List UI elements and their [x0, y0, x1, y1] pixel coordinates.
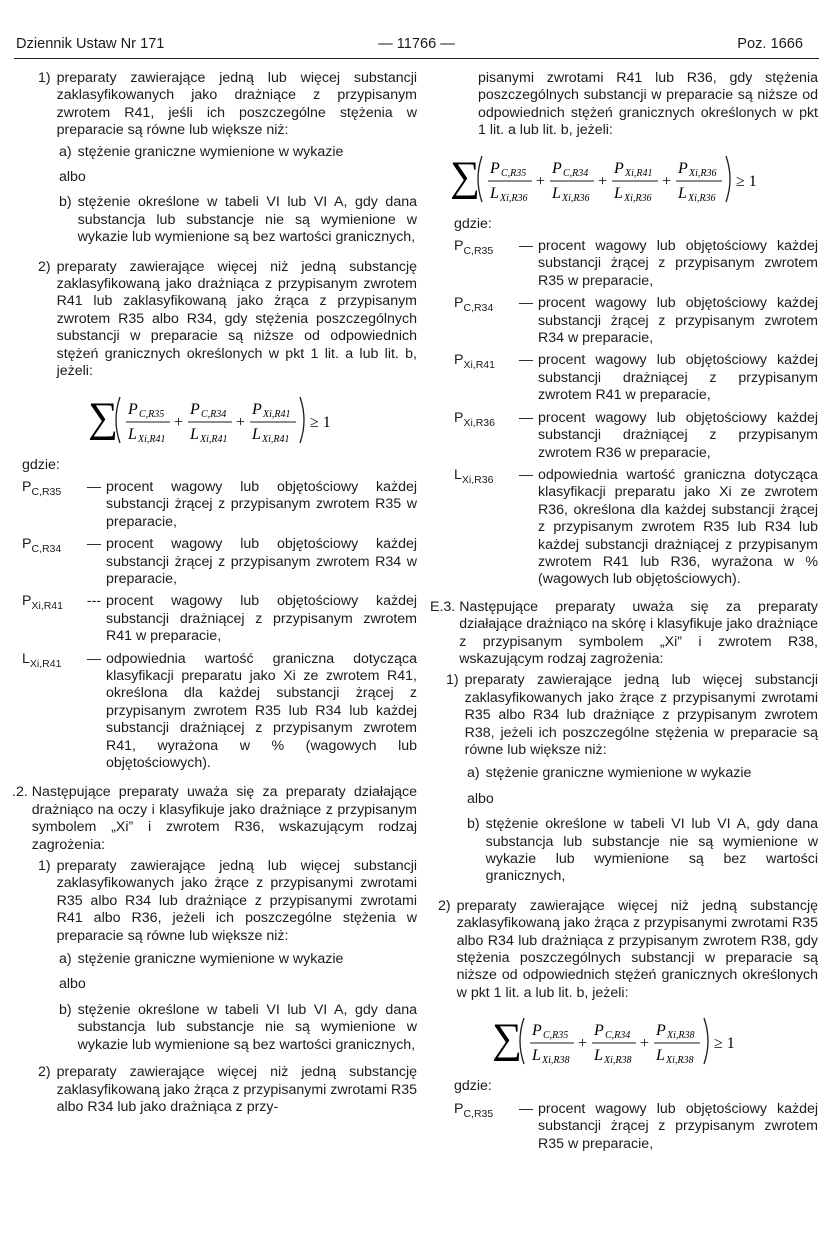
formula-r41: [22, 387, 417, 453]
definition-row: $L_{Xi,R41}$ — odpowiednia wartość graniczna dotycząca klasyfikacji preparatu jako Xi ze zwrotem R41, określona dla każdej substancji żrącej z przypisanym zwrotem R35 lub R34 lub każdej substancji drażniącej z przypisanym zwrotem R41, wyrażona w % (wagowych lub objętościowych).: [22, 650, 417, 771]
section-e2: .2. Następujące preparaty uważa się za preparaty działające drażniąco na oczy i klasyfikuje jako drażniące z przypisanym symbolem „Xi” i zwrotem R36, wskazującym rodzaj zagrożenia:: [12, 784, 417, 853]
header-rule: [14, 58, 819, 59]
svg-text:P: P: [594, 1022, 604, 1040]
formula-r38: [430, 1008, 818, 1074]
svg-text:+: +: [598, 172, 608, 190]
svg-text:Xi,R41: Xi,R41: [263, 408, 291, 420]
svg-text:Xi,R41: Xi,R41: [625, 167, 653, 179]
svg-text:L: L: [594, 1047, 603, 1065]
formula-r36: [430, 146, 818, 212]
svg-text:C,R35: C,R35: [139, 408, 165, 420]
svg-text:∑: ∑: [450, 153, 480, 200]
svg-text:P: P: [614, 159, 624, 177]
page-number: — 11766 —: [378, 36, 455, 52]
svg-text:Xi,R38: Xi,R38: [667, 1030, 695, 1042]
svg-text:+: +: [578, 1035, 588, 1053]
svg-text:P: P: [252, 400, 262, 418]
e2-albo: albo: [59, 976, 86, 993]
svg-text:+: +: [236, 413, 246, 431]
svg-text:Xi,R38: Xi,R38: [666, 1055, 694, 1067]
svg-text:+: +: [536, 172, 546, 190]
svg-text:Xi,R36: Xi,R36: [562, 192, 590, 204]
svg-text:L: L: [128, 425, 137, 443]
svg-text:Xi,R36: Xi,R36: [624, 192, 652, 204]
e3-item-1: 1) preparaty zawierające jedną lub więcej substancji zaklasyfikowanych jako żrące z przypisanymi zwrotami R35 albo R34 lub drażniące z przypisanym zwrotem R38, jeżeli ich poszczególne stężenia w preparacie są równe lub większe niż:: [446, 672, 818, 758]
e2-item-1a: a) stężenie graniczne wymienione w wykazie: [59, 951, 344, 968]
left-item-1: 1) preparaty zawierające jedną lub więcej substancji zaklasyfikowanych jako drażniące z przypisanym zwrotem R41, jeśli ich poszczególne stężenia w preparacie są równe lub większe niż:: [38, 70, 417, 139]
svg-text:C,R34: C,R34: [201, 408, 227, 420]
right-definitions: [454, 238, 818, 589]
left-item-2: 2) preparaty zawierające więcej niż jedną substancję zaklasyfikowaną jako drażniąca z przypisanym zwrotem R41 lub zaklasyfikowaną jako żrąca z przypisanym zwrotem R35 albo R34, gdy stężenia poszczególnych substancji w preparacie są niższe od odpowiednich stężeń granicznych określonych w pkt 1 lit. a lub lit. b, jeżeli:: [38, 258, 417, 380]
svg-text:Xi,R36: Xi,R36: [500, 192, 528, 204]
e2-item-2: 2) preparaty zawierające więcej niż jedną substancję zaklasyfikowaną jako żrąca z przypisanymi zwrotami R35 albo R34 lub jako drażniąca z przy-: [38, 1064, 417, 1115]
definition-row: $P_{C,R34}$ — procent wagowy lub objętościowy każdej substancji żrącej z przypisanym zwrotem R34 w preparacie,: [454, 295, 818, 347]
definition-row: $P_{Xi,R36}$ — procent wagowy lub objętościowy każdej substancji drażniącej z przypisanym zwrotem R36 w preparacie,: [454, 409, 818, 461]
e3-item-1b: b) stężenie określone w tabeli VI lub VI A, gdy dana substancja lub substancje nie są wymienione w wykazie lub wymienione są bez wartości granicznych,: [467, 816, 818, 885]
svg-text:≥ 1: ≥ 1: [736, 172, 757, 190]
svg-text:C,R34: C,R34: [563, 167, 589, 179]
definition-row: $P_{C,R35}$ — procent wagowy lub objętościowy każdej substancji żrącej z przypisanym zwrotem R35 w preparacie,: [454, 1100, 818, 1152]
svg-text:L: L: [656, 1047, 665, 1065]
svg-text:P: P: [490, 159, 500, 177]
definition-row: $P_{C,R35}$ — procent wagowy lub objętościowy każdej substancji żrącej z przypisanym zwrotem R35 w preparacie,: [454, 238, 818, 289]
svg-text:P: P: [190, 400, 200, 418]
definition-row: $P_{Xi,R41}$ --- procent wagowy lub objętościowy każdej substancji drażniącej z przypisanym zwrotem R41 w preparacie,: [22, 593, 417, 645]
svg-text:≥ 1: ≥ 1: [714, 1035, 735, 1053]
left-column: [12, 70, 417, 1116]
svg-text:Xi,R41: Xi,R41: [200, 433, 228, 445]
left-item-1b: b) stężenie określone w tabeli VI lub VI A, gdy dana substancja lub substancje nie są wymienione w wykazie lub wymienione są bez wartości granicznych,: [59, 194, 417, 246]
svg-text:L: L: [532, 1047, 541, 1065]
svg-text:P: P: [128, 400, 138, 418]
svg-text:C,R35: C,R35: [543, 1030, 569, 1042]
svg-text:C,R35: C,R35: [501, 167, 527, 179]
right-gdzie-2: gdzie:: [454, 1078, 492, 1095]
definition-row: $P_{C,R34}$ — procent wagowy lub objętościowy każdej substancji żrącej z przypisanym zwrotem R34 w preparacie,: [22, 536, 417, 587]
svg-text:Xi,R41: Xi,R41: [262, 433, 290, 445]
svg-text:L: L: [678, 184, 687, 202]
position-number: Poz. 1666: [737, 36, 803, 52]
left-definitions: [22, 479, 417, 773]
svg-text:+: +: [662, 172, 672, 190]
e3-item-1a: a) stężenie graniczne wymienione w wykazie: [467, 765, 752, 782]
svg-text:P: P: [552, 159, 562, 177]
svg-text:P: P: [532, 1022, 542, 1040]
right-definitions-2: [454, 1101, 818, 1153]
section-e3: E.3. Następujące preparaty uważa się za preparaty działające drażniąco na skórę i klasyfikuje jako drażniące z przypisanym symbolem „Xi” i zwrotem R38, wskazującym rodzaj zagrożenia:: [430, 598, 819, 667]
svg-text:L: L: [252, 425, 261, 443]
svg-text:P: P: [678, 159, 688, 177]
svg-text:∑: ∑: [88, 394, 118, 441]
e2-item-1: 1) preparaty zawierające jedną lub więcej substancji zaklasyfikowanych jako żrące z przypisanymi zwrotami R35 albo R34 lub drażniące z przypisanymi zwrotami R41 albo R36, jeżeli ich poszczególne stężenia w preparacie są równe lub większe niż:: [38, 858, 417, 944]
definition-row: $P_{C,R35}$ — procent wagowy lub objętościowy każdej substancji żrącej z przypisanym zwrotem R35 w preparacie,: [22, 478, 417, 530]
right-column: [430, 70, 818, 1153]
svg-text:∑: ∑: [492, 1016, 522, 1063]
left-item-1a: a) stężenie graniczne wymienione w wykazie: [59, 143, 344, 160]
left-item-1-albo: albo: [59, 169, 86, 186]
svg-text:L: L: [190, 425, 199, 443]
svg-text:L: L: [490, 184, 499, 202]
svg-text:Xi,R36: Xi,R36: [688, 192, 716, 204]
journal-title: Dziennik Ustaw Nr 171: [16, 36, 165, 52]
svg-text:C,R34: C,R34: [605, 1030, 631, 1042]
svg-text:+: +: [174, 413, 184, 431]
definition-row: $P_{Xi,R41}$ — procent wagowy lub objętościowy każdej substancji drażniącej z przypisanym zwrotem R41 w preparacie,: [454, 352, 818, 404]
left-gdzie: gdzie:: [22, 456, 60, 473]
svg-text:Xi,R41: Xi,R41: [138, 433, 166, 445]
right-gdzie: gdzie:: [454, 215, 492, 232]
definition-row: $L_{Xi,R36}$ — odpowiednia wartość graniczna dotycząca klasyfikacji preparatu jako Xi ze zwrotem R36, określona dla każdej substancji żrącej z przypisanym zwrotem R35 lub R34 lub każdej substancji drażniącej z przypisanym zwrotem R41 lub R36, wyrażona w % (wagowych lub objętościowych).: [454, 466, 818, 588]
svg-text:Xi,R38: Xi,R38: [604, 1055, 632, 1067]
right-continuation: pisanymi zwrotami R41 lub R36, gdy stężenia poszczególnych substancji w preparacie są niższe od odpowiednich stężeń granicznych określonych w pkt 1 lit. a lub lit. b, jeżeli:: [478, 70, 818, 139]
e3-item-2: 2) preparaty zawierające więcej niż jedną substancję zaklasyfikowaną jako żrąca z przypisanymi zwrotami R35 albo R34 lub drażniąca z przypisanym zwrotem R38, gdy stężenia poszczególnych substancji w preparacie są niższe od odpowiednich stężeń granicznych określonych w pkt 1 lit. a lub lit. b, jeżeli:: [438, 897, 818, 1001]
svg-text:Xi,R36: Xi,R36: [689, 167, 717, 179]
svg-text:P: P: [656, 1022, 666, 1040]
svg-text:Xi,R38: Xi,R38: [542, 1055, 570, 1067]
svg-text:L: L: [614, 184, 623, 202]
svg-text:+: +: [640, 1035, 650, 1053]
e2-item-1b: b) stężenie określone w tabeli VI lub VI A, gdy dana substancja lub substancje nie są wymienione w wykazie lub wymienione są bez wartości granicznych,: [59, 1001, 417, 1053]
svg-text:L: L: [552, 184, 561, 202]
svg-text:≥ 1: ≥ 1: [310, 413, 331, 431]
e3-albo: albo: [467, 790, 494, 807]
